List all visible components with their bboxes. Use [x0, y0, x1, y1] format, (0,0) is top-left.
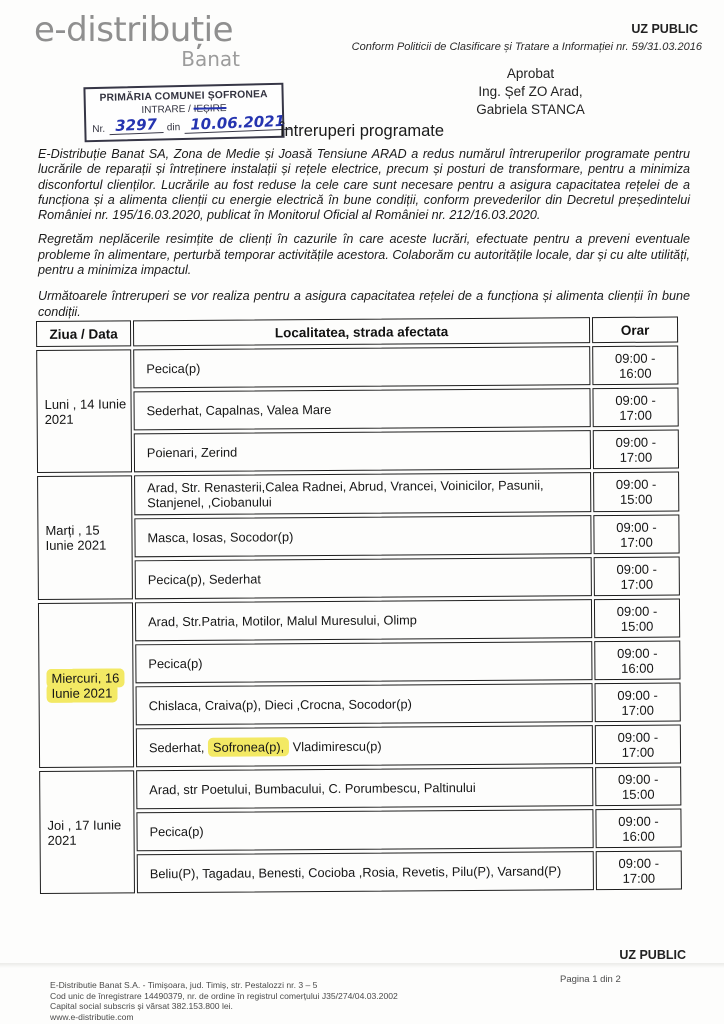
table-row	[37, 472, 679, 516]
logo-region: Banat	[181, 47, 240, 71]
table-row	[36, 346, 678, 389]
hours-cell: 09:00 - 17:00	[593, 430, 679, 470]
classification-badge-top: UZ PUBLIC	[631, 22, 698, 36]
hours-cell: 09:00 - 15:00	[593, 472, 679, 513]
header-day-date: Ziua / Data	[36, 320, 131, 347]
company-footer	[50, 980, 398, 1022]
paragraph-upcoming-interruptions: Următoarele întreruperi se vor realiza pentru a asigura capacitatea rețelei de a funcționa și alimenta clienții în bune condiții.	[38, 289, 690, 319]
hours-cell: 09:00 - 16:00	[595, 809, 681, 849]
hours-cell: 09:00 - 17:00	[594, 557, 680, 597]
stamp-date-handwritten: 10.06.2021	[184, 114, 291, 134]
approval-label: Aprobat	[506, 66, 555, 81]
location-cell: Poienari, Zerind	[134, 430, 591, 472]
hours-cell: 09:00 - 17:00	[596, 851, 682, 891]
approver-title: Ing. Șef ZO Arad,	[478, 84, 583, 99]
location-cell: Arad, Str.Patria, Motilor, Malul Muresului, Olimp	[135, 599, 592, 641]
scan-shadow-artifact	[0, 963, 724, 968]
e-distributie-logo	[34, 10, 248, 71]
approver-name: Gabriela STANCA	[476, 102, 585, 117]
location-cell: Chislaca, Craiva(p), Dieci ,Crocna, Socodor(p)	[136, 683, 593, 725]
paragraph-apology: Regretăm neplăcerile resimțite de clienți în cazurile în care aceste lucrări, efectuate pentru a preveni eventuale probleme în alimentare, perturbă temporar activitățile acestora. Colaborăm cu autoritățile locale, dar și cu alte utilități, pentru a minimiza impactul.	[38, 232, 690, 278]
location-text: Vladimirescu(p)	[289, 738, 382, 755]
location-cell: Masca, Iosas, Socodor(p)	[134, 515, 591, 557]
stamp-authority: PRIMĂRIA COMUNEI ȘOFRONEA	[99, 89, 268, 104]
day-label: Marți , 15 Iunie 2021	[45, 522, 107, 553]
table-row	[40, 851, 682, 894]
table-row	[38, 641, 680, 684]
location-text-highlighted: Sofronea(p),	[208, 737, 289, 757]
intro-paragraphs	[38, 147, 690, 320]
paragraph-reduction-notice: E-Distribuție Banat SA, Zona de Medie și Joasă Tensiune ARAD a redus numărul întreruperilor programate pentru lucrările de reparații și întreținere instalații și rețele electrice, precum și posturi de transformare, pentru a minimiza disconfortul clienților. Lucrările au fost reduse la cele care sunt necesare pentru a asigura capacitatea rețelei de a funcționa și a alimenta clienții cu energie electrică în bune condiții, conform prevederilor din Decretul președintelui României nr. 195/16.03.2020, publicat în Monitorul Oficial al României nr. 212/16.03.2020.	[38, 147, 690, 223]
hours-cell: 09:00 - 16:00	[592, 346, 678, 386]
location-cell: Pecica(p), Sederhat	[135, 557, 592, 599]
day-label: Joi , 17 Iunie 2021	[47, 816, 122, 848]
footer-address-line: E-Distributie Banat S.A. - Timișoara, jud. Timiș, str. Pestalozzi nr. 3 – 5	[50, 980, 318, 990]
footer-registration-line: Cod unic de înregistrare 14490379, nr. de ordine în registrul comerțului J35/274/04.03.2002	[50, 990, 398, 1001]
stamp-direction-iesire-struck: IEȘIRE	[193, 103, 227, 115]
table-row	[38, 557, 680, 600]
stamp-nr-handwritten: 3297	[109, 117, 163, 135]
day-cell-miercuri-highlighted	[38, 602, 134, 768]
classification-badge-bottom: UZ PUBLIC	[619, 948, 686, 962]
table-row	[39, 809, 681, 852]
day-label-highlighted: Miercuri, 16 Iunie 2021	[46, 668, 124, 703]
hours-cell: 09:00 - 17:00	[595, 725, 681, 765]
stamp-direction-intrare: INTRARE /	[141, 103, 194, 116]
table-row	[37, 515, 679, 558]
table-row	[38, 599, 680, 642]
table-row	[37, 430, 679, 473]
hours-cell: 09:00 - 17:00	[593, 515, 679, 555]
footer-capital-line: Capital social subscris și vărsat 382.153.800 lei.	[50, 1001, 233, 1012]
day-cell-luni	[36, 349, 132, 473]
location-cell-sofronea	[136, 725, 593, 767]
location-cell: Pecica(p)	[135, 641, 592, 683]
hours-cell: 09:00 - 15:00	[595, 767, 681, 807]
classification-policy-line: Conform Politicii de Clasificare și Tratare a Informației nr. 59/31.03.2016	[351, 41, 702, 53]
location-cell: Pecica(p)	[133, 346, 590, 388]
page-title: Întreruperi programate	[279, 122, 445, 140]
table-row	[39, 725, 681, 768]
stamp-din-label: din	[166, 122, 181, 134]
approval-block	[428, 65, 633, 119]
location-cell: Arad, str Poetului, Bumbacului, C. Porumbescu, Paltinului	[136, 767, 593, 809]
table-row	[36, 388, 678, 431]
location-cell: Beliu(P), Tagadau, Benesti, Cocioba ,Rosia, Revetis, Pilu(P), Varsand(P)	[137, 851, 594, 893]
table-header-row	[36, 317, 678, 347]
location-cell: Sederhat, Capalnas, Valea Mare	[133, 388, 590, 430]
header-locality: Localitatea, strada afectata	[133, 317, 590, 346]
stamp-nr-label: Nr.	[92, 123, 106, 136]
hours-cell: 09:00 - 16:00	[594, 641, 680, 681]
hours-cell: 09:00 - 17:00	[595, 683, 681, 723]
header-hours: Orar	[592, 317, 678, 344]
table-row	[39, 683, 681, 726]
hours-cell: 09:00 - 15:00	[594, 599, 680, 639]
interruption-schedule-table	[34, 314, 684, 897]
location-text: Sederhat,	[148, 739, 209, 756]
table-row	[39, 767, 681, 810]
location-cell: Arad, Str. Renasterii,Calea Radnei, Abrud, Vrancei, Voinicilor, Pasunii, Stanjenel, ,Ciobanului	[134, 472, 591, 515]
logo-wordmark: e-distribuție	[34, 10, 234, 50]
day-label: Luni , 14 Iunie 2021	[44, 395, 127, 427]
hours-cell: 09:00 - 17:00	[592, 388, 678, 428]
day-cell-joi	[39, 770, 135, 894]
location-cell: Pecica(p)	[136, 809, 593, 851]
footer-website: www.e-distributie.com	[50, 1011, 134, 1022]
page-number: Pagina 1 din 2	[560, 974, 621, 985]
day-cell-marti	[37, 475, 133, 600]
